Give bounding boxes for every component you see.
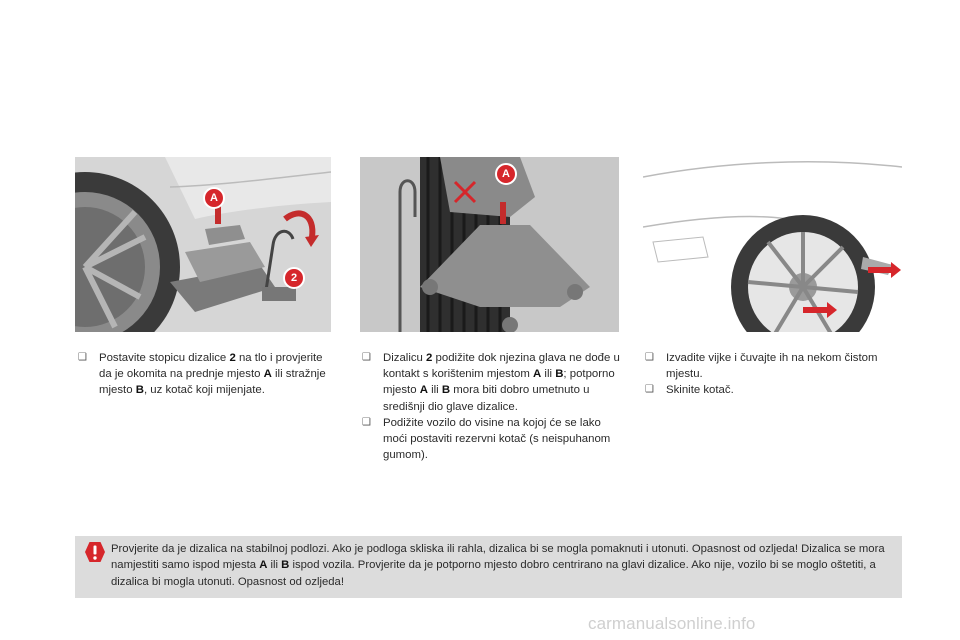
illustration-removing-wheel <box>643 157 902 332</box>
badge-a <box>495 163 517 185</box>
text: ili <box>267 559 282 572</box>
text: ili <box>427 384 442 397</box>
watermark: carmanualsonline.info <box>588 614 756 633</box>
badge-a-label: A <box>210 192 218 204</box>
text: Provjerite da je dizalica na stabilnoj podlozi. Ako je podloga skliska ili rahla, dizalica bi se mogla pomaknuti i utonuti. Opasnost od ozljeda! Dizalica se mora namjestiti samo ispod mjesta <box>111 543 885 572</box>
text: Postavite stopicu dizalice <box>99 352 230 364</box>
square-bullet-icon: ❑ <box>78 352 87 363</box>
warning-exclamation-icon <box>84 541 106 563</box>
instruction-column-3 <box>643 350 905 399</box>
jack-number: 2 <box>229 352 236 364</box>
point-b: B <box>441 384 451 397</box>
badge-a <box>203 187 225 209</box>
instruction-column-1 <box>76 350 338 399</box>
text: Dizalicu <box>383 352 427 364</box>
badge-a-label: A <box>502 168 510 180</box>
point-b: B <box>281 559 290 572</box>
badge-2-label: 2 <box>290 272 298 284</box>
text: ; potporno mjesto <box>383 368 615 397</box>
point-b: B <box>555 368 564 381</box>
instruction-item <box>643 382 905 398</box>
illustration-jack-placement <box>75 157 331 332</box>
instruction-item <box>360 415 622 464</box>
instruction-item <box>76 350 338 399</box>
text: Skinite kotač. <box>666 384 734 397</box>
point-a: A <box>533 368 542 381</box>
text: Podižite vozilo do visine na kojoj će se lako moći postaviti rezervni kotač (s neispuhanom gumom). <box>383 416 611 462</box>
instruction-item <box>360 350 622 415</box>
jack-number: 2 <box>426 352 433 364</box>
square-bullet-icon: ❑ <box>645 384 654 396</box>
square-bullet-icon: ❑ <box>362 352 371 363</box>
square-bullet-icon: ❑ <box>362 416 371 428</box>
point-a: A <box>263 368 272 381</box>
point-a: A <box>259 559 268 572</box>
instruction-item <box>643 350 905 382</box>
text: ili <box>541 368 556 381</box>
point-b: B <box>135 384 144 397</box>
text: ili stražnje mjesto <box>99 368 326 397</box>
square-bullet-icon: ❑ <box>645 352 654 363</box>
instruction-column-2 <box>360 350 622 463</box>
warning-panel <box>75 536 902 598</box>
warning-text <box>111 541 891 590</box>
text: na tlo i provjerite da je okomita na prednje mjesto <box>99 352 323 381</box>
text: Izvadite vijke i čuvajte ih na nekom čistom mjestu. <box>666 352 878 381</box>
point-a: A <box>419 384 428 397</box>
text: podižite dok njezina glava ne dođe u kontakt s korištenim mjestom <box>383 352 620 381</box>
illustration-lifting-vehicle <box>360 157 619 332</box>
text: mora biti dobro umetnuto u središnji dio glave dizalice. <box>383 384 590 413</box>
badge-2 <box>283 267 305 289</box>
text: ispod vozila. Provjerite da je potporno mjesto dobro centrirano na glavi dizalice. Ako nije, vozilo bi se moglo oštetiti, a dizalica bi mogla utonuti. Opasnost od ozljeda! <box>111 559 876 588</box>
text: , uz kotač koji mijenjate. <box>143 384 265 397</box>
